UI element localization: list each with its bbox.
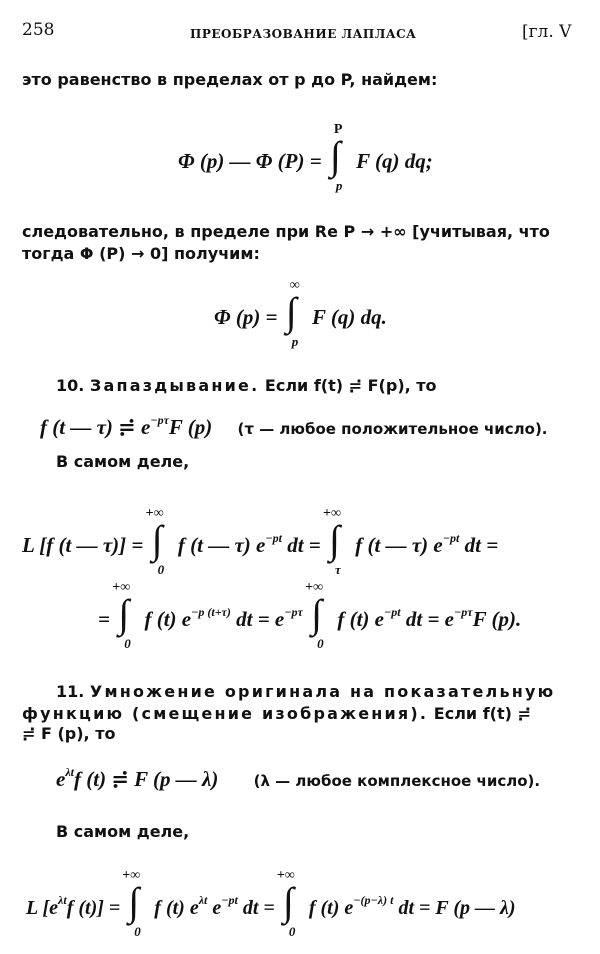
integral-sign: ∫ ∞ p: [285, 278, 300, 349]
formula-shift: [56, 766, 540, 792]
formula-part: f (t) e: [154, 897, 199, 919]
paragraph-line: В самом деле,: [56, 452, 190, 471]
formula-rhs: F (q) dq.: [312, 305, 387, 329]
formula-part: L [e: [26, 897, 59, 919]
formula-part: e: [56, 767, 66, 791]
integral-lower-limit: p: [291, 334, 299, 349]
formula-part: dt =: [464, 533, 499, 557]
integral-upper-limit: P: [333, 122, 343, 137]
formula-delay: [40, 414, 548, 440]
section-condition: Если f(t) ≓: [433, 704, 531, 723]
formula-note: (λ — любое комплексное число).: [253, 772, 541, 790]
integral-sign: ∫ +∞ 0: [145, 506, 165, 577]
integral-lower-limit: 0: [317, 636, 324, 651]
section-11-heading-cont: [22, 704, 531, 723]
section-title: функцию (смещение изображения).: [22, 704, 429, 723]
integral-lower-limit: p: [335, 178, 343, 193]
formula-part: f (t) ≓ F (p — λ): [74, 767, 219, 791]
integral-lower-limit: 0: [124, 636, 131, 651]
integral-lower-limit: 0: [157, 562, 165, 577]
exponent: −pt: [442, 531, 460, 545]
formula-part: f (t — τ) e: [355, 533, 443, 557]
formula-part: dt = e: [236, 607, 285, 631]
integral-upper-limit: +∞: [276, 868, 295, 883]
formula-rhs: F (q) dq;: [356, 149, 433, 173]
integral-upper-limit: +∞: [145, 506, 164, 521]
formula-part: f (t)] =: [66, 897, 121, 919]
formula-laplace-delay: [22, 506, 499, 577]
paragraph-line: это равенство в пределах от p до P, найдем:: [22, 70, 438, 89]
formula-part: =: [98, 607, 110, 631]
exponent: −pτ: [150, 413, 169, 427]
formula-part: f (t) e: [144, 607, 192, 631]
page-number: 258: [22, 20, 55, 40]
formula-part: dt = F (p — λ): [398, 897, 516, 919]
paragraph-line: В самом деле,: [56, 822, 190, 841]
section-11-heading: [56, 682, 555, 701]
integral-upper-limit: ∞: [289, 278, 300, 293]
integral-sign: ∫ +∞ τ: [323, 506, 341, 577]
formula-laplace-delay-cont: [98, 580, 522, 651]
formula-note: (τ — любое положительное число).: [237, 420, 548, 438]
formula-part: L [f (t — τ)] =: [22, 533, 144, 557]
running-title: ПРЕОБРАЗОВАНИЕ ЛАПЛАСА: [190, 27, 417, 41]
exponent: −pτ: [284, 605, 303, 619]
formula-phi: [214, 278, 387, 349]
formula-lhs: Φ (p) — Φ (P) =: [178, 149, 322, 173]
section-number: 10.: [56, 376, 85, 395]
exponent: −(p−λ) t: [353, 893, 394, 908]
section-condition: Если f(t) ≓ F(p), то: [264, 376, 437, 395]
formula-part: f (t — τ) ≓ e: [40, 415, 151, 439]
formula-part: f (t) e: [337, 607, 384, 631]
section-title: Запаздывание.: [89, 376, 260, 395]
formula-laplace-shift: [26, 868, 516, 939]
formula-part: e: [212, 897, 222, 919]
formula-part: dt =: [287, 533, 321, 557]
integral-sign: ∫ +∞ 0: [112, 580, 131, 651]
integral-upper-limit: +∞: [305, 580, 324, 595]
integral-upper-limit: +∞: [112, 580, 131, 595]
formula-part: F (p).: [472, 607, 522, 631]
integral-sign: ∫ +∞ 0: [305, 580, 324, 651]
integral-upper-limit: +∞: [323, 506, 341, 521]
integral-lower-limit: τ: [335, 562, 341, 577]
paragraph-line: тогда Φ (P) → 0] получим:: [22, 244, 260, 263]
paragraph-line: следовательно, в пределе при Re P → +∞ [учитывая, что: [22, 222, 550, 241]
exponent: −pτ: [453, 605, 473, 619]
formula-part: f (t) e: [308, 897, 354, 919]
integral-lower-limit: 0: [134, 924, 141, 939]
exponent: −pt: [265, 531, 282, 545]
exponent: λt: [58, 893, 67, 908]
integral-sign: ∫ +∞ 0: [122, 868, 141, 939]
formula-part: dt = e: [405, 607, 454, 631]
chapter-marker: [гл. V: [522, 22, 572, 42]
formula-part: f (t — τ) e: [177, 533, 266, 557]
paragraph-line: ≓ F (p), то: [22, 724, 116, 743]
formula-lhs: Φ (p) =: [214, 305, 278, 329]
exponent: −p (t+τ): [191, 605, 231, 619]
integral-sign: ∫ +∞ 0: [276, 868, 296, 939]
formula-part: F (p): [168, 415, 213, 439]
exponent: λt: [65, 765, 74, 779]
exponent: −pt: [384, 605, 401, 619]
section-title: Умножение оригинала на показательную: [89, 682, 556, 701]
section-10-heading: [56, 376, 437, 395]
formula-part: dt =: [242, 897, 275, 919]
integral-lower-limit: 0: [288, 924, 296, 939]
integral-sign: ∫ P p: [329, 122, 343, 193]
section-number: 11.: [56, 682, 85, 701]
formula-difference: [178, 122, 433, 193]
integral-upper-limit: +∞: [122, 868, 141, 883]
exponent: λt: [198, 893, 208, 908]
exponent: −pt: [221, 893, 238, 908]
